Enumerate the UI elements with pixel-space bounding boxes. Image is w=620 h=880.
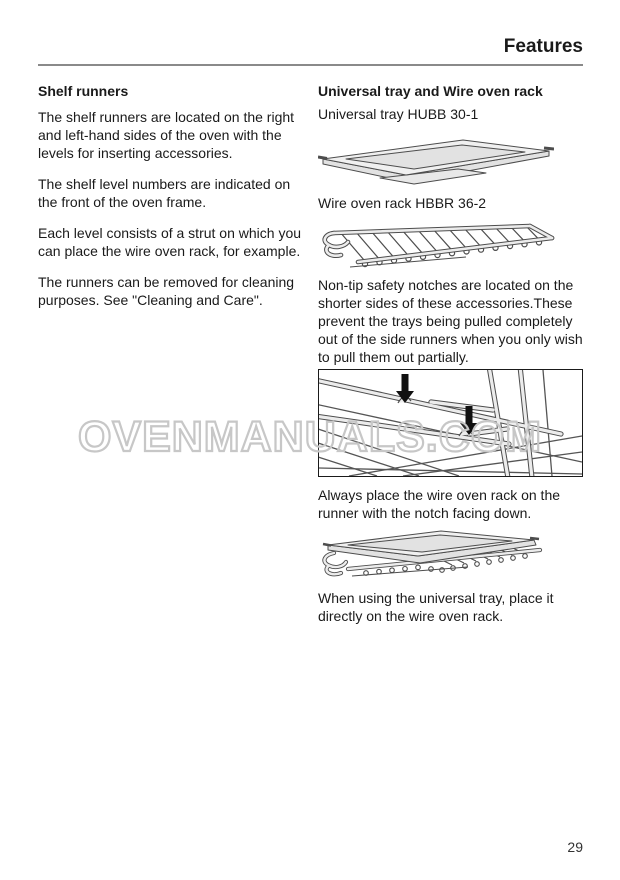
notch-instruction: Always place the wire oven rack on the runner with the notch facing down.: [318, 487, 561, 521]
wire-oven-rack-illustration: [318, 217, 556, 270]
left-paragraph-4: The runners can be removed for cleaning purposes. See "Cleaning and Care".: [38, 274, 295, 308]
notch-detail-illustration-frame: [318, 369, 583, 477]
left-column-heading: Shelf runners: [38, 83, 129, 99]
ovenmanuals-watermark: OVENMANUALS.COM: [77, 413, 543, 461]
left-paragraph-2: The shelf level numbers are indicated on the front of the oven frame.: [38, 176, 291, 210]
header-rule: [38, 64, 583, 66]
left-paragraph-3: Each level consists of a strut on which you can place the wire oven rack, for example.: [38, 225, 302, 259]
notches-paragraph: Non-tip safety notches are located on the shorter sides of these accessories.These prevent the trays being pulled completely out of the side runners when you only wish to pull them out partially.: [318, 277, 583, 365]
left-paragraph-1: The shelf runners are located on the right and left-hand sides of the oven with the levels for inserting accessories.: [38, 109, 295, 161]
universal-tray-label: Universal tray HUBB 30-1: [318, 106, 479, 122]
right-column: [318, 82, 583, 638]
page-number: 29: [567, 839, 583, 855]
tray-on-rack-illustration: [318, 528, 548, 580]
right-column-heading: Universal tray and Wire oven rack: [318, 83, 543, 99]
tray-instruction: When using the universal tray, place it directly on the wire oven rack.: [318, 590, 554, 624]
wire-rack-label: Wire oven rack HBBR 36-2: [318, 195, 487, 211]
left-column: [38, 82, 308, 322]
notch-detail-illustration: [319, 370, 582, 476]
universal-tray-illustration: [318, 136, 554, 186]
page-title: Features: [503, 36, 583, 57]
